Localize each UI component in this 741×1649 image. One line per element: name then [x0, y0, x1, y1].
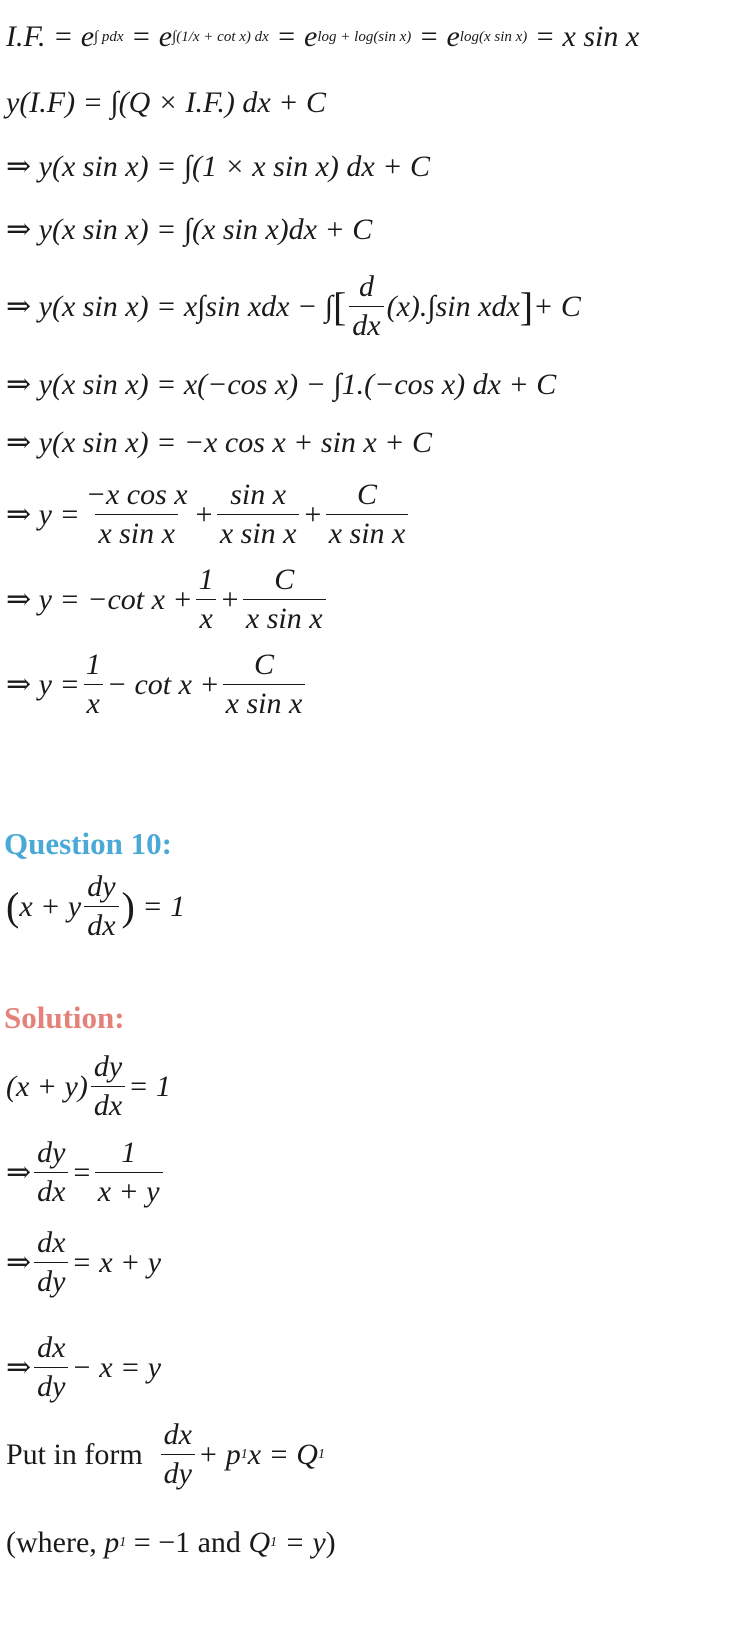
put-in-form-label: Put in form [6, 1437, 143, 1471]
put-in-form: Put in form $\frac{dx}{dy}$ + p 1 x = Q 1 [6, 1418, 325, 1490]
step-cot: ⇒ y = −cot x + $\frac{1}{x}$ + $\frac{C}{\text{x sin x}}$ [6, 565, 329, 634]
step-integration-by-parts: ⇒ y(x sin x) = x∫sin xdx − ∫ [ $\frac{d}{dx}$ (x).∫sin xdx ] + C [6, 270, 581, 342]
question-expression: ( x + y $\frac{dy}{dx}$ ) = 1 [6, 870, 186, 942]
solution-step-2: ⇒ $\frac{dy}{dx}$ = $\frac{1}{x + y}$ [6, 1138, 166, 1207]
solution-step-4: ⇒ $\frac{dx}{dy}$ − x = y [6, 1331, 162, 1403]
solution-step-1: (x + y) $\frac{dy}{dx}$ = 1 [6, 1050, 171, 1122]
step-simplify: ⇒ y(x sin x) = ∫(x sin x)dx + C [6, 213, 373, 246]
step-evaluate: ⇒ y(x sin x) = x(−cos x) − ∫1.(−cos x) dx + C [6, 368, 557, 401]
step-substitute: ⇒ y(x sin x) = ∫(1 × x sin x) dx + C [6, 150, 430, 183]
question-heading: Question 10: [4, 826, 172, 861]
if-general-formula: y(I.F) = ∫(Q × I.F.) dx + C [6, 86, 326, 119]
where-clause: (where, p 1 = −1 and Q 1 = y ) [6, 1526, 336, 1559]
step-result: ⇒ y(x sin x) = −x cos x + sin x + C [6, 426, 433, 459]
step-divide: ⇒ y = $\frac{\text{−x cos x}}{\text{x sin x}}$ + $\frac{\text{sin x}}{\text{x sin x}}$ + $\frac{C}{\text{x sin x}}$ [6, 480, 411, 549]
solution-step-3: ⇒ $\frac{dx}{dy}$ = x + y [6, 1226, 162, 1298]
step-final: ⇒ y = $\frac{1}{x}$ − cot x + $\frac{C}{\text{x sin x}}$ [6, 650, 308, 719]
if-definition: I.F. = e ∫ pdx = e ∫(1/x + cot x) dx = e log + log(sin x) = e log(x sin x) = x sin x [6, 20, 640, 53]
solution-heading: Solution: [4, 1000, 125, 1035]
